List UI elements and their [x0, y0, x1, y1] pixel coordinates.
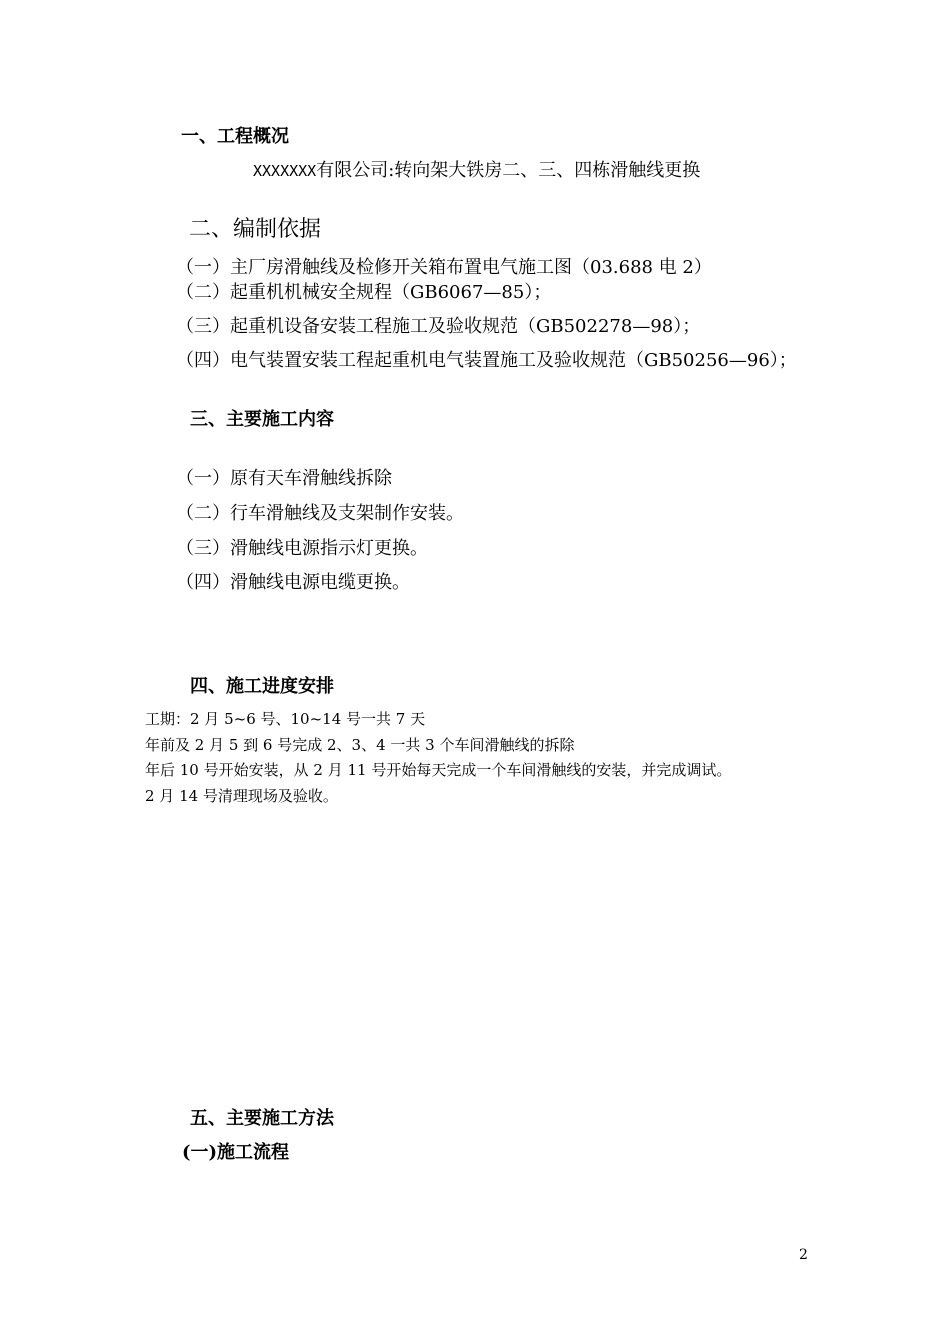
schedule-line-4: 2 月 14 号清理现场及验收。 — [145, 787, 338, 805]
project-code: XXXXXXX — [253, 162, 317, 180]
basis-item-3: （三）起重机设备安装工程施工及验收规范（GB502278—98）； — [176, 316, 701, 337]
section-heading-content: 三、主要施工内容 — [190, 409, 334, 430]
schedule-line-3: 年后 10 号开始安装，从 2 月 11 号开始每天完成一个车间滑触线的安装，并完成调试。 — [145, 761, 732, 779]
project-line — [253, 162, 700, 180]
content-item-1: （一）原有天车滑触线拆除 — [176, 468, 392, 489]
subheading-process: (一)施工流程 — [182, 1142, 290, 1163]
schedule-line-2: 年前及 2 月 5 到 6 号完成 2、3、4 一共 3 个车间滑触线的拆除 — [145, 736, 575, 754]
content-item-3: （三）滑触线电源指示灯更换。 — [176, 538, 428, 559]
section-heading-basis: 二、编制依据 — [189, 217, 322, 242]
basis-item-1: （一）主厂房滑触线及检修开关箱布置电气施工图（03.688 电 2） — [176, 257, 712, 278]
basis-item-2: （二）起重机机械安全规程（GB6067—85）； — [176, 282, 552, 303]
section-heading-overview: 一、工程概况 — [181, 126, 289, 147]
section-heading-methods: 五、主要施工方法 — [190, 1108, 334, 1129]
project-description: 有限公司:转向架大铁房二、三、四栋滑触线更换 — [316, 160, 701, 181]
section-heading-schedule: 四、施工进度安排 — [190, 676, 334, 697]
page-number: 2 — [799, 1247, 808, 1263]
basis-item-4: （四）电气装置安装工程起重机电气装置施工及验收规范（GB50256—96）； — [176, 350, 797, 371]
schedule-line-1: 工期：2 月 5~6 号、10~14 号一共 7 天 — [145, 710, 426, 728]
content-item-2: （二）行车滑触线及支架制作安装。 — [176, 503, 464, 524]
content-item-4: （四）滑触线电源电缆更换。 — [176, 572, 410, 593]
